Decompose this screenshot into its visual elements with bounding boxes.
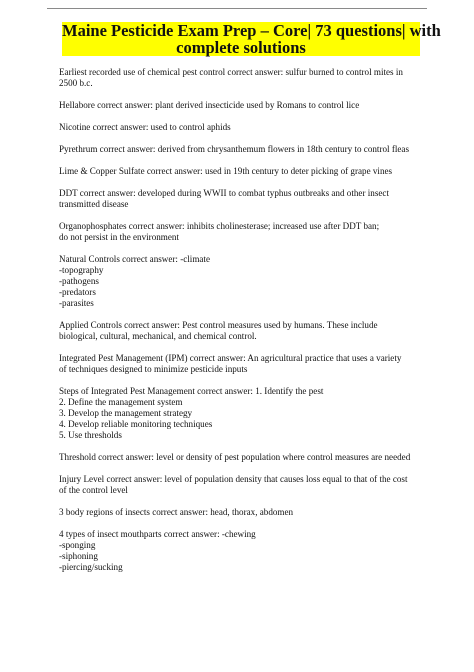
document-body — [59, 67, 439, 584]
qa-entry — [59, 144, 439, 155]
qa-entry — [59, 320, 439, 342]
qa-answer-line: -predators — [59, 287, 96, 297]
qa-answer-line: -topography — [59, 265, 104, 275]
qa-question-line: Hellabore correct answer: plant derived insecticide used by Romans to control lice — [59, 100, 360, 110]
header-rule — [47, 8, 427, 9]
qa-question-line: Integrated Pest Management (IPM) correct answer: An agricultural practice that uses a variety — [59, 353, 402, 363]
qa-answer-line: biological, cultural, mechanical, and chemical control. — [59, 331, 257, 341]
qa-entry — [59, 386, 439, 441]
qa-answer-line: 2. Define the management system — [59, 397, 183, 407]
qa-answer-line: -siphoning — [59, 551, 98, 561]
qa-answer-line: 5. Use thresholds — [59, 430, 122, 440]
title-line: complete solutions — [176, 38, 306, 57]
qa-answer-line: -sponging — [59, 540, 96, 550]
qa-question-line: Injury Level correct answer: level of population density that causes loss equal to that of the cost — [59, 474, 408, 484]
qa-question-line: Lime & Copper Sulfate correct answer: used in 19th century to deter picking of grape vines — [59, 166, 393, 176]
qa-question-line: Steps of Integrated Pest Management correct answer: 1. Identify the pest — [59, 386, 324, 396]
qa-entry — [59, 122, 439, 133]
qa-answer-line: -piercing/sucking — [59, 562, 123, 572]
qa-answer-line: transmitted disease — [59, 199, 129, 209]
qa-entry — [59, 529, 439, 573]
qa-question-line: Pyrethrum correct answer: derived from chrysanthemum flowers in 18th century to control fleas — [59, 144, 409, 154]
qa-question-line: Natural Controls correct answer: -climate — [59, 254, 210, 264]
qa-entry — [59, 254, 439, 309]
qa-entry — [59, 452, 439, 463]
qa-question-line: Applied Controls correct answer: Pest control measures used by humans. These include — [59, 320, 378, 330]
qa-entry — [59, 67, 439, 89]
qa-question-line: Threshold correct answer: level or density of pest population where control measures are needed — [59, 452, 411, 462]
qa-entry — [59, 100, 439, 111]
qa-entry — [59, 474, 439, 496]
title-line: Maine Pesticide Exam Prep – Core| 73 questions| with — [62, 21, 441, 40]
qa-answer-line: of techniques designed to minimize pesticide inputs — [59, 364, 248, 374]
qa-question-line: DDT correct answer: developed during WWII to combat typhus outbreaks and other insect — [59, 188, 389, 198]
qa-answer-line: -pathogens — [59, 276, 99, 286]
qa-question-line: 3 body regions of insects correct answer: head, thorax, abdomen — [59, 507, 294, 517]
qa-answer-line: 3. Develop the management strategy — [59, 408, 193, 418]
qa-answer-line: do not persist in the environment — [59, 232, 179, 242]
qa-question-line: Organophosphates correct answer: inhibits cholinesterase; increased use after DDT ban; — [59, 221, 380, 231]
qa-entry — [59, 221, 439, 243]
qa-answer-line: 4. Develop reliable monitoring techniques — [59, 419, 213, 429]
qa-answer-line: of the control level — [59, 485, 128, 495]
qa-entry — [59, 507, 439, 518]
qa-question-line: 4 types of insect mouthparts correct answer: -chewing — [59, 529, 256, 539]
qa-entry — [59, 353, 439, 375]
qa-entry — [59, 166, 439, 177]
qa-answer-line: 2500 b.c. — [59, 78, 93, 88]
qa-entry — [59, 188, 439, 210]
qa-question-line: Earliest recorded use of chemical pest control correct answer: sulfur burned to control mites in — [59, 67, 403, 77]
qa-answer-line: -parasites — [59, 298, 94, 308]
qa-question-line: Nicotine correct answer: used to control aphids — [59, 122, 231, 132]
document-title — [62, 21, 441, 57]
